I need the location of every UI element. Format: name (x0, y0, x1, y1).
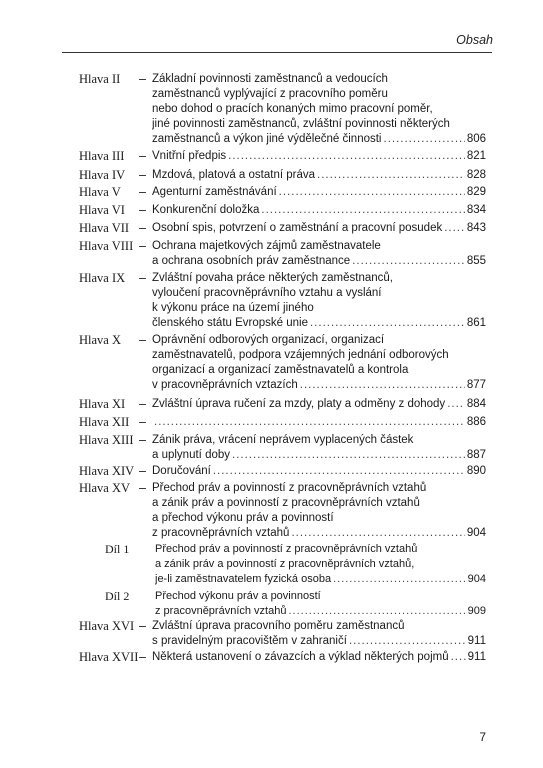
toc-title-line: a přechod výkonu práv a povinností (152, 512, 334, 524)
toc-page-number: 806 (466, 133, 486, 145)
toc-entry-dash: – (139, 481, 146, 495)
toc-entry-label: Hlava V (79, 185, 121, 199)
toc-page-number: 821 (466, 150, 486, 162)
toc-page-number: 911 (467, 651, 486, 663)
toc-title-line (152, 132, 486, 147)
toc-title-line (152, 254, 486, 269)
toc-page-number: 834 (466, 204, 486, 216)
toc-entry-title (152, 433, 486, 463)
dot-leader (352, 254, 465, 269)
toc-title-line (152, 316, 486, 331)
toc-entry-dash: – (139, 239, 146, 253)
toc-entry-dash: – (139, 221, 146, 235)
toc-title-line: Základní povinnosti zaměstnanců a vedoucích (152, 73, 388, 85)
toc-title-line (152, 149, 486, 164)
dot-leader (291, 526, 464, 541)
toc-entry-label: Hlava XV (79, 481, 131, 495)
toc-entry-title (152, 203, 486, 218)
dot-leader (228, 149, 465, 164)
toc-entry-dash: – (139, 433, 146, 447)
toc-title-text: Zvláštní úprava ručení za mzdy, platy a odměny z dohody (152, 398, 446, 410)
toc-entry-title (152, 481, 486, 541)
toc-title-line (152, 397, 486, 412)
toc-title-line (152, 168, 486, 183)
toc-entry-label: Hlava VII (79, 221, 130, 235)
dot-leader (349, 634, 466, 649)
toc-entry-title (152, 168, 486, 183)
dot-leader (384, 132, 465, 147)
toc-title-line: Zvláštní povaha práce některých zaměstnanců, (152, 272, 393, 284)
toc-title-line (152, 650, 486, 665)
toc-entry-dash: – (139, 185, 146, 199)
toc-title-text: v pracovněprávních vztazích (152, 379, 298, 391)
toc-page-number: 843 (466, 222, 486, 234)
toc-page-number: 829 (466, 186, 486, 198)
toc-entry-title (152, 72, 486, 147)
toc-title-line: vyloučení pracovněprávního vztahu a vyslání (152, 287, 382, 299)
toc-title-line: Zánik práva, vrácení neprávem vyplacených částek (152, 434, 414, 446)
toc-page-number: 890 (466, 465, 486, 477)
toc-title-text: zaměstnanců a výkon jiné výdělečné činnosti (152, 133, 382, 145)
toc-title-text: Konkurenční doložka (152, 204, 260, 216)
toc-entry-label: Díl 2 (105, 589, 130, 603)
toc-entry-title (152, 650, 486, 665)
toc-title-line (152, 185, 486, 200)
toc-entry-title (152, 333, 486, 393)
dot-leader (261, 203, 464, 218)
toc-entry-title (152, 619, 486, 649)
toc-title-line (152, 448, 486, 463)
dot-leader (310, 316, 465, 331)
toc-entry-title (152, 271, 486, 331)
toc-page-number: 861 (466, 317, 486, 329)
toc-title-line: a zánik práv a povinností z pracovněprávních vztahů, (155, 558, 415, 570)
toc-title-line: zaměstnanců vyplývající z pracovního poměru (152, 88, 388, 100)
dot-leader (279, 185, 465, 200)
dot-leader (213, 464, 465, 479)
toc-entry-dash: – (139, 203, 146, 217)
toc-title-line (152, 221, 486, 236)
toc-title-line: a zánik práv a povinností z pracovněprávních vztahů (152, 497, 420, 509)
toc-entry-label: Hlava III (79, 149, 125, 163)
toc-entry-title (152, 185, 486, 200)
toc-title-text: s pravidelným pracovištěm v zahraničí (152, 635, 347, 647)
running-head: Obsah (456, 33, 493, 47)
toc-entry-title (152, 415, 486, 430)
dot-leader (300, 378, 465, 393)
toc-entry-label: Hlava IV (79, 168, 126, 182)
toc-page-number: 904 (467, 573, 486, 585)
toc-title-text: Agenturní zaměstnávání (152, 186, 277, 198)
dot-leader (288, 604, 465, 619)
toc-title-line: nebo dohod o pracích konaných mimo pracovní poměr, (152, 103, 433, 115)
toc-entry-label: Díl 1 (105, 542, 130, 556)
toc-entry-dash: – (139, 333, 146, 347)
toc-title-line: Oprávnění odborových organizací, organizací (152, 334, 385, 346)
toc-title-line: jiné povinnosti zaměstnanců, zvláštní povinnosti některých (152, 118, 450, 130)
toc-title-text: z pracovněprávních vztahů (155, 605, 287, 617)
toc-title-line (155, 604, 486, 619)
toc-page-number: 887 (466, 449, 486, 461)
toc-entry-label: Hlava XVII (79, 650, 139, 664)
toc-entry-dash: – (139, 619, 146, 633)
toc-entry-dash: – (139, 415, 146, 429)
page-number: 7 (479, 730, 486, 744)
toc-entry-title (152, 464, 486, 479)
toc-entry-dash: – (139, 464, 146, 478)
toc-page-number: 886 (466, 416, 486, 428)
toc-title-text: členského státu Evropské unie (152, 317, 308, 329)
dot-leader (232, 448, 465, 463)
toc-entry-label: Hlava XIII (79, 433, 134, 447)
toc-title-text: z pracovněprávních vztahů (152, 527, 290, 539)
toc-title-line: Přechod práv a povinností z pracovněprávních vztahů (152, 482, 427, 494)
toc-title-line (152, 634, 486, 649)
toc-title-text: Některá ustanovení o závazcích a výklad některých pojmů (152, 651, 449, 663)
toc-title-text: Mzdová, platová a ostatní práva (152, 169, 316, 181)
toc-entry-label: Hlava II (79, 72, 121, 86)
toc-page-number: 884 (466, 398, 486, 410)
dot-leader (447, 397, 465, 412)
toc-entry-title (152, 397, 486, 412)
toc-title-line: Přechod práv a povinností z pracovněprávních vztahů (155, 543, 418, 555)
toc-title-text: a uplynutí doby (152, 449, 231, 461)
toc-entry-label: Hlava XVI (79, 619, 135, 633)
dot-leader (333, 572, 466, 587)
toc-title-line: zaměstnavatelů, podpora vzájemných jednání odborových (152, 349, 449, 361)
toc-entry-label: Hlava X (79, 333, 121, 347)
toc-entry-dash: – (139, 72, 146, 86)
toc-entry-label: Hlava VIII (79, 239, 134, 253)
toc-title-line (152, 378, 486, 393)
toc-entry-dash: – (139, 149, 146, 163)
toc-entry-dash: – (139, 271, 146, 285)
toc-entry-dash: – (139, 168, 146, 182)
dot-leader (154, 415, 465, 430)
toc-entry-label: Hlava XIV (79, 464, 135, 478)
toc-entry-label: Hlava VI (79, 203, 125, 217)
toc-title-text: a ochrana osobních práv zaměstnance (152, 255, 351, 267)
dot-leader (451, 650, 466, 665)
toc-entry-title (152, 221, 486, 236)
toc-page-number: 877 (466, 379, 486, 391)
toc-entry-title (155, 542, 486, 587)
toc-title-line (152, 415, 486, 430)
toc-entry-title (152, 239, 486, 269)
toc-title-line: Zvláštní úprava pracovního poměru zaměstnanců (152, 620, 405, 632)
toc-title-text: Doručování (152, 465, 211, 477)
toc-title-line: organizací a organizací zaměstnavatelů a kontrola (152, 364, 409, 376)
toc-title-text: Vnitřní předpis (152, 150, 227, 162)
dot-leader (317, 168, 465, 183)
toc-title-text: je-li zaměstnavatelem fyzická osoba (155, 573, 332, 585)
dot-leader (444, 221, 465, 236)
toc-entry-label: Hlava IX (79, 271, 126, 285)
toc-title-line (155, 572, 486, 587)
toc-entry-label: Hlava XII (79, 415, 130, 429)
toc-entry-label: Hlava XI (79, 397, 126, 411)
toc-page-number: 909 (467, 605, 486, 617)
toc-title-text: Osobní spis, potvrzení o zaměstnání a pracovní posudek (152, 222, 443, 234)
toc-title-line: k výkonu práce na území jiného (152, 302, 314, 314)
toc-entry-title (152, 149, 486, 164)
toc-page-number: 911 (467, 635, 486, 647)
toc-page-number: 904 (466, 527, 486, 539)
toc-entry-title (155, 589, 486, 619)
toc-title-line (152, 203, 486, 218)
toc-page-number: 855 (466, 255, 486, 267)
toc-title-line (152, 526, 486, 541)
toc-entry-dash: – (139, 397, 146, 411)
toc-entry-dash: – (139, 650, 146, 664)
toc-page-number: 828 (466, 169, 486, 181)
toc-title-line (152, 464, 486, 479)
toc-title-line: Přechod výkonu práv a povinností (155, 590, 321, 602)
toc-title-line: Ochrana majetkových zájmů zaměstnavatele (152, 240, 381, 252)
